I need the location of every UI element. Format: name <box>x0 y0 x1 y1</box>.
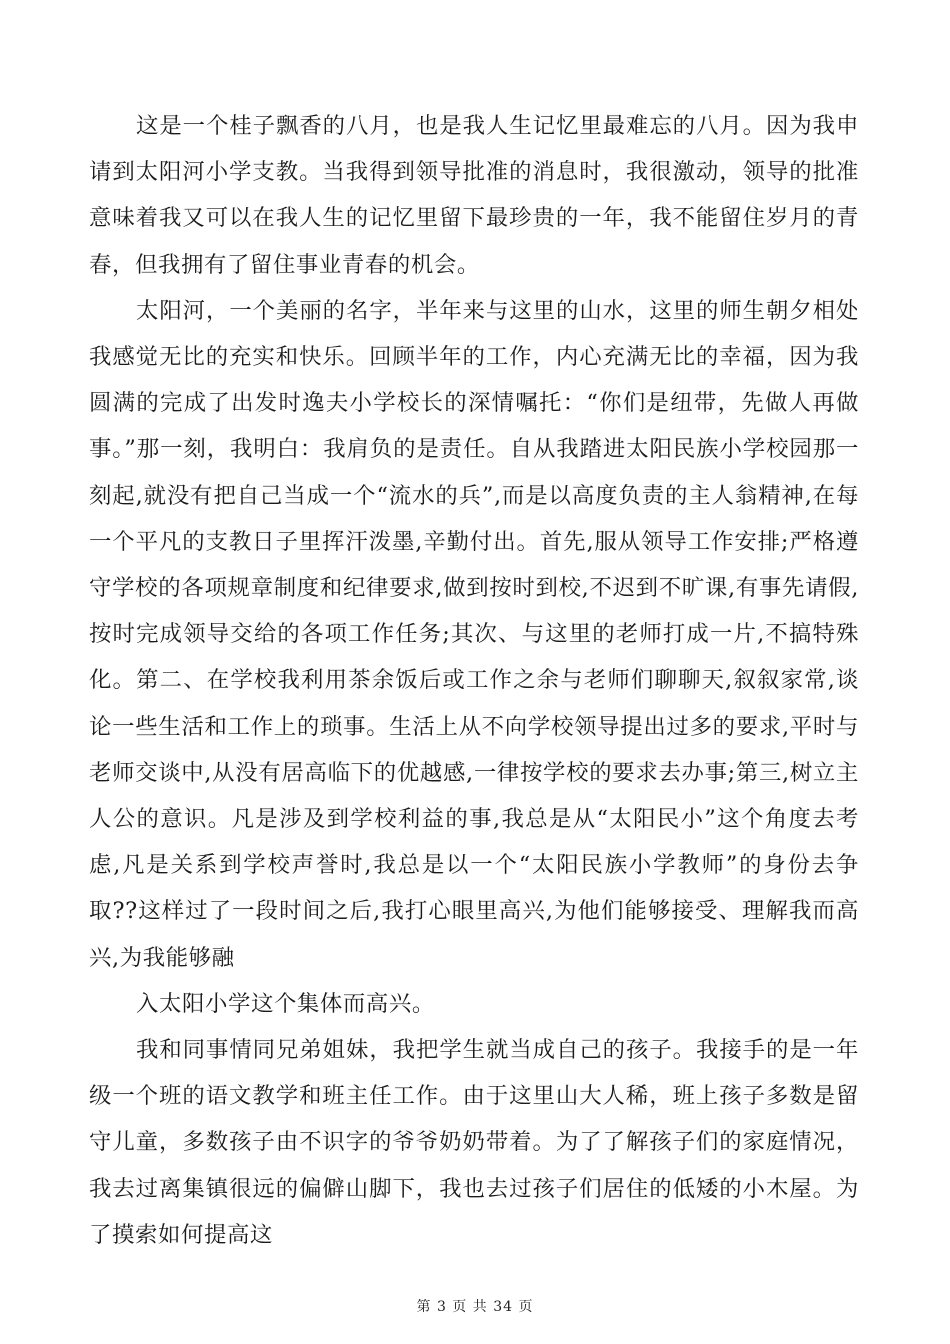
page-number-footer: 第 3 页 共 34 页 <box>416 1299 534 1315</box>
paragraph: 我和同事情同兄弟姐妹，我把学生就当成自己的孩子。我接手的是一年级一个班的语文教学和班主任工作。由于这里山大人稀，班上孩子多数是留守儿童，多数孩子由不识字的爷爷奶奶带着。为了了解孩子们的家庭情况，我去过离集镇很远的偏僻山脚下，我也去过孩子们居住的低矮的小木屋。为了摸索如何提高这 <box>89 1037 859 1248</box>
paragraph: 这是一个桂子飘香的八月，也是我人生记忆里最难忘的八月。因为我申请到太阳河小学支教。当我得到领导批准的消息时，我很激动，领导的批准意味着我又可以在我人生的记忆里留下最珍贵的一年，我不能留住岁月的青春，但我拥有了留住事业青春的机会。 <box>89 113 859 278</box>
document-body <box>89 103 859 1258</box>
paragraph: 太阳河，一个美丽的名字，半年来与这里的山水，这里的师生朝夕相处我感觉无比的充实和快乐。回顾半年的工作，内心充满无比的幸福，因为我圆满的完成了出发时逸夫小学校长的深情嘱托：“你们是纽带，先做人再做事。”那一刻，我明白：我肩负的是责任。自从我踏进太阳民族小学校园那一刻起,就没有把自己当成一个“流水的兵”,而是以高度负责的主人翁精神,在每一个平凡的支教日子里挥汗泼墨,辛勤付出。首先,服从领导工作安排;严格遵守学校的各项规章制度和纪律要求,做到按时到校,不迟到不旷课,有事先请假,按时完成领导交给的各项工作任务;其次、与这里的老师打成一片,不搞特殊化。第二、在学校我利用茶余饭后或工作之余与老师们聊聊天,叙叙家常,谈论一些生活和工作上的琐事。生活上从不向学校领导提出过多的要求,平时与老师交谈中,从没有居高临下的优越感,一律按学校的要求去办事;第三,树立主人公的意识。凡是涉及到学校利益的事,我总是从“太阳民小”这个角度去考虑,凡是关系到学校声誉时,我总是以一个“太阳民族小学教师”的身份去争取??这样过了一段时间之后,我打心眼里高兴,为他们能够接受、理解我而高兴,为我能够融 <box>89 297 859 971</box>
paragraph: 入太阳小学这个集体而高兴。 <box>136 990 435 1017</box>
